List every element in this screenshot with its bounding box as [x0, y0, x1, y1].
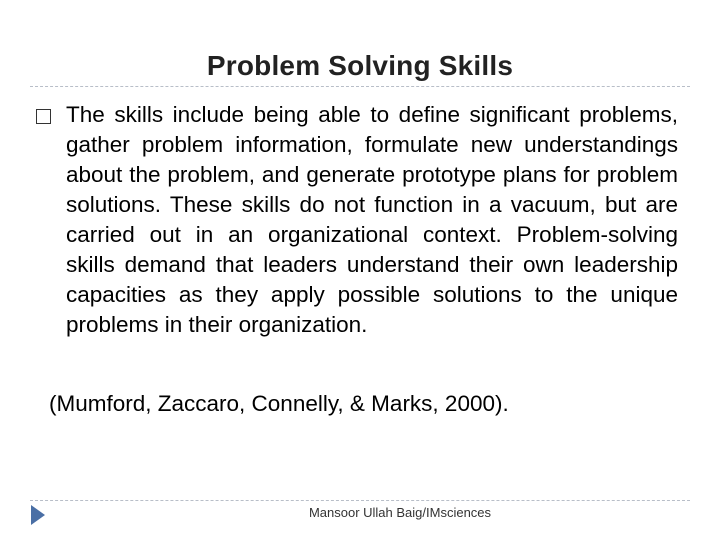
hollow-square-bullet-icon: [36, 109, 51, 124]
footer-divider: [30, 500, 690, 501]
slide-title: Problem Solving Skills: [206, 50, 514, 81]
title-divider: [30, 86, 690, 87]
bullet-text: The skills include being able to define significant problems, gather problem information, formulate new understandings about the problem, and generate prototype plans for problem solutions. These skills do not function in a vacuum, but are carried out in an organizational context. Problem-solving skills demand that leaders understand their own leadership capacities as they apply possible solutions to the unique problems in their organization.: [66, 102, 678, 337]
footer-text: Mansoor Ullah Baig/IMsciences: [308, 505, 492, 520]
citation: (Mumford, Zaccaro, Connelly, & Marks, 2000).: [49, 391, 509, 416]
